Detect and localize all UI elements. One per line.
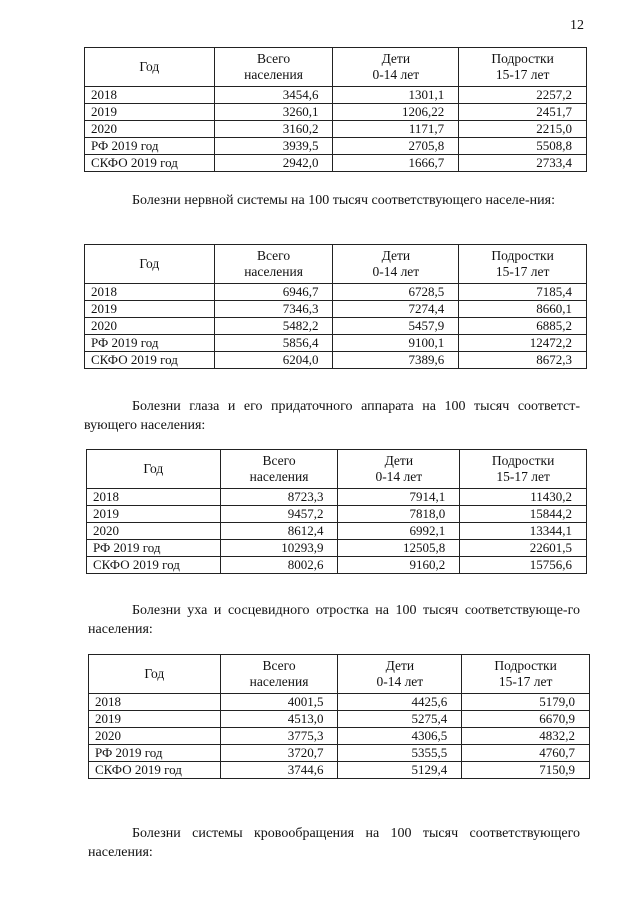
table-row: 2018 3454,6 1301,1 2257,2 bbox=[85, 87, 587, 104]
table-row: СКФО 2019 год 3744,6 5129,4 7150,9 bbox=[89, 762, 590, 779]
caption-circulatory-system: Болезни системы кровообращения на 100 тысяч соответствующего населения: bbox=[88, 826, 580, 860]
table-row: РФ 2019 год 5856,4 9100,1 12472,2 bbox=[85, 335, 587, 352]
table-header-row bbox=[85, 245, 587, 284]
table-row: 2020 8612,4 6992,1 13344,1 bbox=[87, 523, 587, 540]
table-row: 2019 4513,0 5275,4 6670,9 bbox=[89, 711, 590, 728]
caption-ear-disease: Болезни уха и сосцевидного отростка на 100 тысяч соответствующе-го населения: bbox=[88, 603, 580, 637]
col-header-total: Всего населения bbox=[220, 655, 338, 694]
col-header-children: Дети 0-14 лет bbox=[333, 245, 459, 284]
col-header-year: Год bbox=[89, 655, 221, 694]
col-header-children: Дети 0-14 лет bbox=[338, 655, 462, 694]
table-row: СКФО 2019 год 6204,0 7389,6 8672,3 bbox=[85, 352, 587, 369]
col-header-children: Дети 0-14 лет bbox=[333, 48, 459, 87]
table-row: СКФО 2019 год 2942,0 1666,7 2733,4 bbox=[85, 155, 587, 172]
table-row: 2019 7346,3 7274,4 8660,1 bbox=[85, 301, 587, 318]
caption-nervous-system: Болезни нервной системы на 100 тысяч соответствующего населе-ния: bbox=[132, 193, 555, 208]
table-row: РФ 2019 год 10293,9 12505,8 22601,5 bbox=[87, 540, 587, 557]
table-row: 2019 3260,1 1206,22 2451,7 bbox=[85, 104, 587, 121]
col-header-total: Всего населения bbox=[220, 450, 338, 489]
table-row: 2018 6946,7 6728,5 7185,4 bbox=[85, 284, 587, 301]
table-row: 2018 4001,5 4425,6 5179,0 bbox=[89, 694, 590, 711]
table-row: РФ 2019 год 3939,5 2705,8 5508,8 bbox=[85, 138, 587, 155]
col-header-teens: Подростки 15-17 лет bbox=[459, 48, 587, 87]
table-row: 2018 8723,3 7914,1 11430,2 bbox=[87, 489, 587, 506]
col-header-total: Всего населения bbox=[214, 245, 333, 284]
table-header-row bbox=[85, 48, 587, 87]
morbidity-table-3 bbox=[86, 449, 587, 574]
col-header-year: Год bbox=[87, 450, 221, 489]
table-row: СКФО 2019 год 8002,6 9160,2 15756,6 bbox=[87, 557, 587, 574]
table-row: 2019 9457,2 7818,0 15844,2 bbox=[87, 506, 587, 523]
caption-eye-disease: Болезни глаза и его придаточного аппарата на 100 тысяч соответст-вующего населения: bbox=[84, 399, 580, 433]
table-row: 2020 3160,2 1171,7 2215,0 bbox=[85, 121, 587, 138]
table-row: 2020 5482,2 5457,9 6885,2 bbox=[85, 318, 587, 335]
morbidity-table-1 bbox=[84, 47, 587, 172]
col-header-total: Всего населения bbox=[214, 48, 333, 87]
table-header-row bbox=[89, 655, 590, 694]
table-header-row bbox=[87, 450, 587, 489]
col-header-teens: Подростки 15-17 лет bbox=[459, 245, 587, 284]
morbidity-table-4 bbox=[88, 654, 590, 779]
morbidity-table-2 bbox=[84, 244, 587, 369]
col-header-children: Дети 0-14 лет bbox=[338, 450, 460, 489]
table-row: РФ 2019 год 3720,7 5355,5 4760,7 bbox=[89, 745, 590, 762]
col-header-year: Год bbox=[85, 245, 215, 284]
page-number: 12 bbox=[570, 18, 584, 33]
col-header-year: Год bbox=[85, 48, 215, 87]
col-header-teens: Подростки 15-17 лет bbox=[460, 450, 587, 489]
table-row: 2020 3775,3 4306,5 4832,2 bbox=[89, 728, 590, 745]
col-header-teens: Подростки 15-17 лет bbox=[462, 655, 590, 694]
